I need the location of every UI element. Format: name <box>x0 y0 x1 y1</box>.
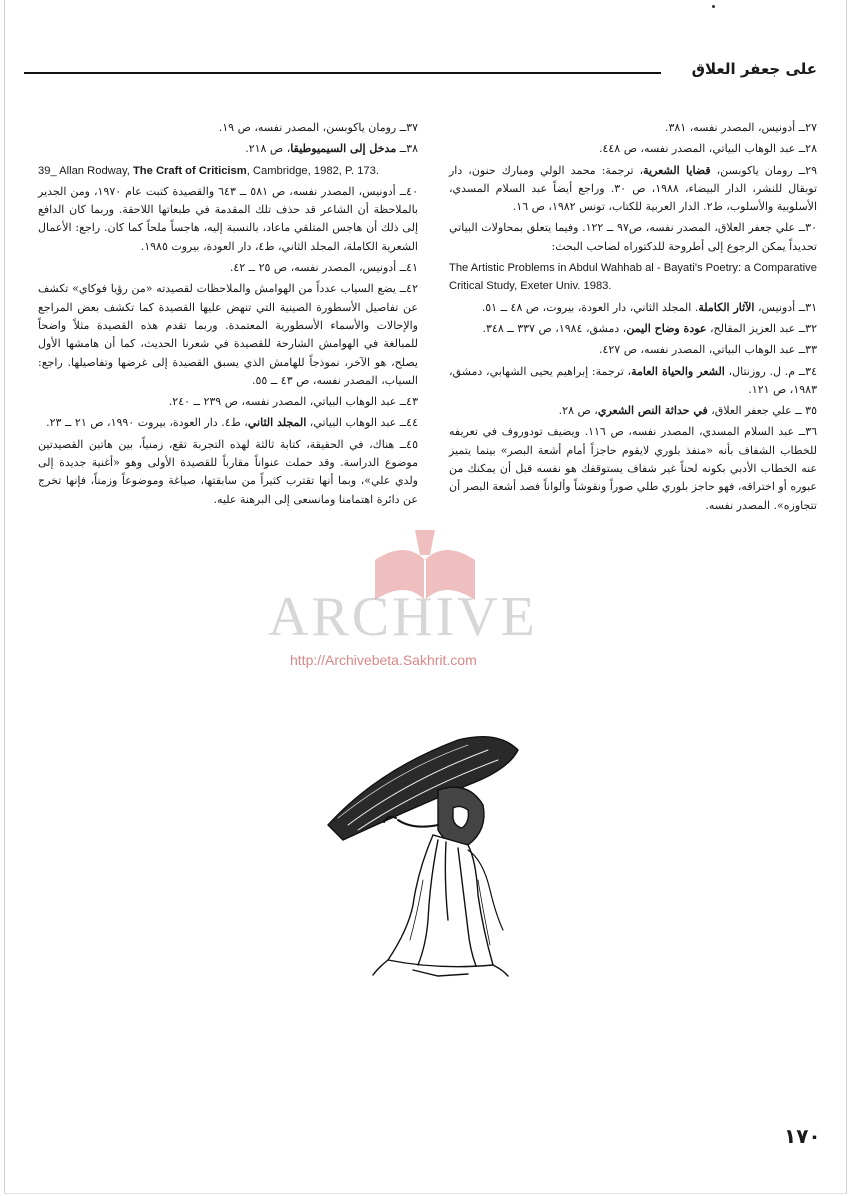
footnote-number: ٣٧ــ <box>396 121 418 134</box>
footnote <box>38 414 418 432</box>
footnote <box>449 299 817 317</box>
footnote-number: ٣١ــ <box>795 300 817 314</box>
footnote-text: . المجلد الثاني، دار العودة، بيروت، ص ٤٨ ــ ٥١. <box>481 300 699 314</box>
footnote-number: 39_ <box>38 164 60 177</box>
footnote-text: أدونيس، المصدر نفسه، ص ٢٥ ــ ٤٢. <box>229 261 397 275</box>
footnote <box>38 259 418 277</box>
footnote <box>38 119 418 137</box>
footnote <box>449 320 817 338</box>
footnote-title: مدخل إلى السيميوطيقا <box>290 142 397 156</box>
footnote-title: الشعر والحياة العامة <box>631 364 725 378</box>
footnote-number: ٣٤ــ <box>795 364 817 378</box>
footnote <box>38 183 418 256</box>
footnote <box>38 162 418 180</box>
footnotes-right-column <box>449 119 817 518</box>
footnote-number: ٤٥ــ <box>394 437 418 451</box>
footnote-text: ، ط٤. دار العودة، بيروت ١٩٩٠، ص ٢١ ــ ٢٣. <box>46 416 248 430</box>
footnote-text: رومان ياكوبسن، <box>710 163 793 177</box>
footnote-text: عبد الوهاب البياتي، المصدر نفسه، ص ٤٢٧. <box>598 343 796 357</box>
footnote-text: , Cambridge, 1982, P. 173. <box>246 164 379 177</box>
footnote-title: The Craft of Criticism <box>132 164 247 177</box>
footnote <box>38 280 418 390</box>
footnote-number: ٣٥ ــ <box>791 404 817 418</box>
footnote-text: عبد الوهاب البياتي، <box>306 416 397 430</box>
running-header-author: على جعفر العلاق <box>691 60 817 78</box>
watermark-url: http://Archivebeta.Sakhrit.com <box>290 652 477 668</box>
footnote-text: Allan Rodway, <box>59 164 133 177</box>
footnote-text: علي جعفر العلاق، المصدر نفسه، ص٩٧ ــ ١٢٢. وفيما يتعلق بمحاولات البياتي تحديداً يمكن الرجوع إلى أطروحة للدكتوراه لصاحب البحث: <box>449 221 817 253</box>
footnote <box>38 393 418 411</box>
footnote <box>449 140 817 158</box>
footnote-text: عبد الوهاب البياتي، المصدر نفسه، ص ٢٣٩ ــ ٢٤٠. <box>168 395 397 409</box>
footnote-text: ، ترجمة: إبراهيم يحيى الشهابي، دمشق، ١٩٨٣، ص ١٢١. <box>449 364 817 396</box>
footnote-number: ٢٩ــ <box>792 163 817 177</box>
footnote-text: رومان ياكوبسن، المصدر نفسه، ص ١٩. <box>218 121 397 134</box>
scan-speck <box>712 5 715 8</box>
footnote-number: ٢٨ــ <box>795 142 817 156</box>
footnote-text: أدونيس، المصدر نفسه، ص ٥٨١ ــ ٦٤٣ والقصيدة كتبت عام ١٩٧٠، ومن الجدير بالملاحظة أن الشاعر قد حذف تلك المقدمة في طبعاتها اللاحقة. وربما كان الدافع إلى ذلك أن هاجس المتلقي ماعاد، بالنسبة إليه، هاجساً ملحاً كما كان. راجع: الأعمال الشعرية الكاملة، المجلد الثاني، ط٤، دار العودة، بيروت ١٩٨٥. <box>38 184 418 253</box>
footnote-text: ، ص ٢٨. <box>558 404 598 418</box>
footnote-text: م. ل. روزنتال، <box>724 364 796 378</box>
page-number: ١٧٠ <box>784 1124 821 1148</box>
footnote-number: ٣٨ــ <box>396 142 418 156</box>
footnote-number: ٢٧ــ <box>795 121 817 134</box>
footnote-text: يضع السياب عدداً من الهوامش والملاحظات لقصيدته «من رؤيا فوكاي» تكشف عن تفاصيل الأسطورة الصينية التي تنهض عليها القصيدة كما تكشف بعض المراجع والإحالات والأسماء الأسطورية المعتمدة. وربما تقدم هذه القصيدة مثلاً واضحاً للمبالغة في الهوامش الشارحة للقصيدة في شعرنا الحديث، كما أن هامشها الأول يصلح، هو الآخر، نموذجاً للهامش الذي يسبق القصيدة إلى غرضها وتفاصيلها. راجع: السياب، المصدر نفسه، ص ٤٣ ــ ٥٥. <box>38 282 418 387</box>
footnote <box>38 140 418 158</box>
footnote-text: علي جعفر العلاق، <box>707 404 792 418</box>
footnote-text: أدونيس، المصدر نفسه، ٣٨١. <box>664 121 796 134</box>
footnote-title: المجلد الثاني <box>247 416 307 430</box>
footnote-number: ٤١ــ <box>396 261 418 275</box>
footnote <box>449 219 817 256</box>
footnote <box>449 363 817 400</box>
footnote-text: ، دمشق، ١٩٨٤، ص ٣٣٧ ــ ٣٤٨. <box>482 321 627 335</box>
footnote-number: ٣٦ــ <box>794 425 818 439</box>
footnote-text: عبد الوهاب البياتي، المصدر نفسه، ص ٤٤٨. <box>598 142 796 156</box>
footnote-number: ٤٢ــ <box>395 282 418 296</box>
footnote-text: أدونيس، <box>754 300 796 314</box>
footnote-number: ٣٠ــ <box>795 221 817 235</box>
footnote-text: عبد السلام المسدي، المصدر نفسه، ص ١١٦. ويضيف تودوروف في تعريفه للخطاب الشفاف بأنه «منفذ بلوري لايقوم حاجزاً أمام أشعة البصر» بينما يتميز عنه الخطاب الأدبي بكونه لحناً غير شفاف يستوقفك هو نفسه قبل أن يمكنك من عبوره أو اختراقه، فهو حاجز بلوري طلي صوراً ونقوشاً وألواناً فصد أشعة البصر أن تتجاوزه». المصدر نفسه. <box>449 425 817 512</box>
footnote-number: ٣٣ــ <box>795 343 817 357</box>
footnote <box>38 436 418 509</box>
footnote <box>449 119 817 137</box>
footnote-text: The Artistic Problems in Abdul Wahhab al - Bayati's Poetry: a Comparative Critical Study, Exeter Univ. 1983. <box>449 262 817 293</box>
footnote-text: ، ترجمة: محمد الولي ومبارك حنون، دار توبقال للنشر، الدار البيضاء، ١٩٨٨، ص ٣٠. وراجع أيضاً عبد السلام المسدي، الأسلوبية والأسلوب، ط٢. الدار العربية للكتاب، تونس ١٩٨٢، ص ١٦. <box>449 163 818 214</box>
footnote-text: عبد العزيز المقالح، <box>706 321 796 335</box>
footnote-number: ٤٤ــ <box>396 416 418 430</box>
footnote-number: ٣٢ــ <box>795 321 817 335</box>
footnote <box>449 162 817 217</box>
footnote <box>449 423 817 514</box>
footnote-number: ٤٠ــ <box>395 184 418 198</box>
footnotes-left-column <box>38 119 418 512</box>
watermark-archive-text: ARCHIVE <box>268 586 538 648</box>
footnote-text: ، ص ٢١٨. <box>245 142 291 156</box>
footnote <box>449 341 817 359</box>
footnote-title: عودة وضاح اليمن <box>626 321 707 335</box>
footnote-title: في حداثة النص الشعري <box>597 404 708 418</box>
ink-illustration <box>318 730 528 980</box>
footnote <box>449 402 817 420</box>
footnote-number: ٤٣ــ <box>396 395 418 409</box>
footnote-title: قضايا الشعرية <box>643 163 711 177</box>
footnote-text: هناك، في الحقيقة، كتابة ثالثة لهذه التجربة تقع، زمنياً، بين هاتين القصيدتين موضوع الدراسة. وقد حملت عنواناً مقارباً للقصيدة الأولى وهو «أغنية جديدة إلى ولدي علي»، وبما أنها تقترب كثيراً من سابقتها، صياغة وموضوعاً وزمناً، فإنها تخرج عن دائرة اهتمامنا ومانسعى إلى البرهنة عليه. <box>38 437 418 506</box>
footnote <box>449 259 817 296</box>
header-rule <box>24 72 661 74</box>
footnote-title: الآثار الكاملة <box>698 300 755 314</box>
